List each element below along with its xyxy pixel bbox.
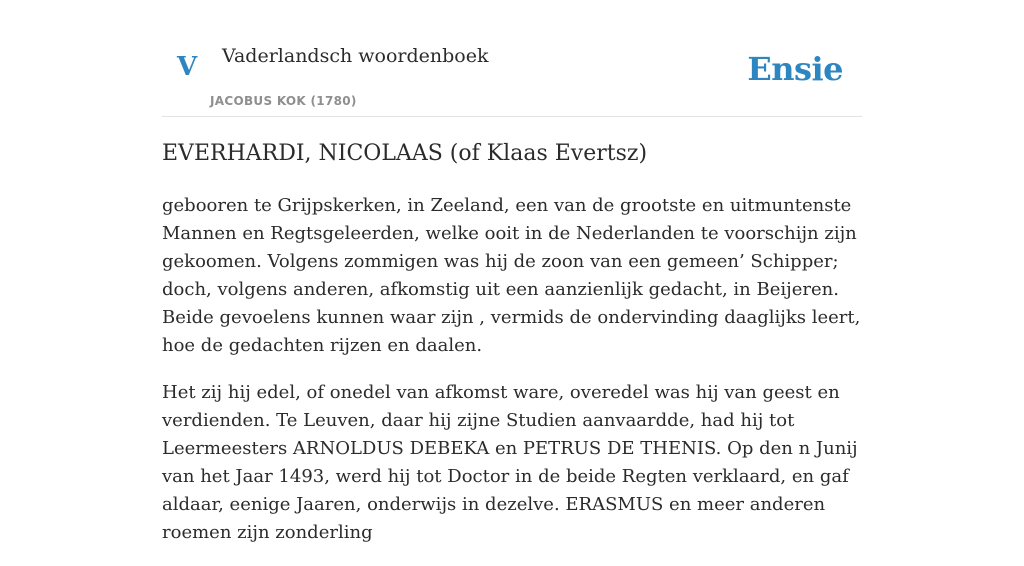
page [162,0,862,543]
author-label: JACOBUS KOK (1780) [210,94,357,108]
entry-body [162,192,866,566]
book-title-link[interactable]: Vaderlandsch woordenboek [222,45,489,67]
entry-title: EVERHARDI, NICOLAAS (of Klaas Evertsz) [162,141,648,166]
entry-paragraph: gebooren te Grijpskerken, in Zeeland, een van de grootste en uitmuntenste Mannen en Regtsgeleerden, welke ooit in de Nederlanden te voorschijn zijn gekoomen. Volgens zommigen was hij de zoon van een gemeen’ Schipper; doch, volgens anderen, afkomstig uit een aanzienlijk gedacht, in Beijeren. Beide gevoelens kunnen waar zijn , vermids de ondervinding daaglijks leert, hoe de gedachten rijzen en daalen. [162,195,861,356]
index-letter-link[interactable]: V [177,52,198,82]
ensie-logo-link[interactable]: Ensie [747,50,843,88]
header [162,0,862,117]
entry-paragraph: Het zij hij edel, of onedel van afkomst ware, overedel was hij van geest en verdienden. Te Leuven, daar hij zijne Studien aanvaardde, had hij tot Leermeesters ARNOLDUS DEBEKA en PETRUS DE THENIS. Op den n Junij van het Jaar 1493, werd hij tot Doctor in de beide Regten verklaard, en gaf aldaar, eenige Jaaren, onderwijs in dezelve. ERASMUS en meer anderen roemen zijn zonderling [162,382,858,543]
